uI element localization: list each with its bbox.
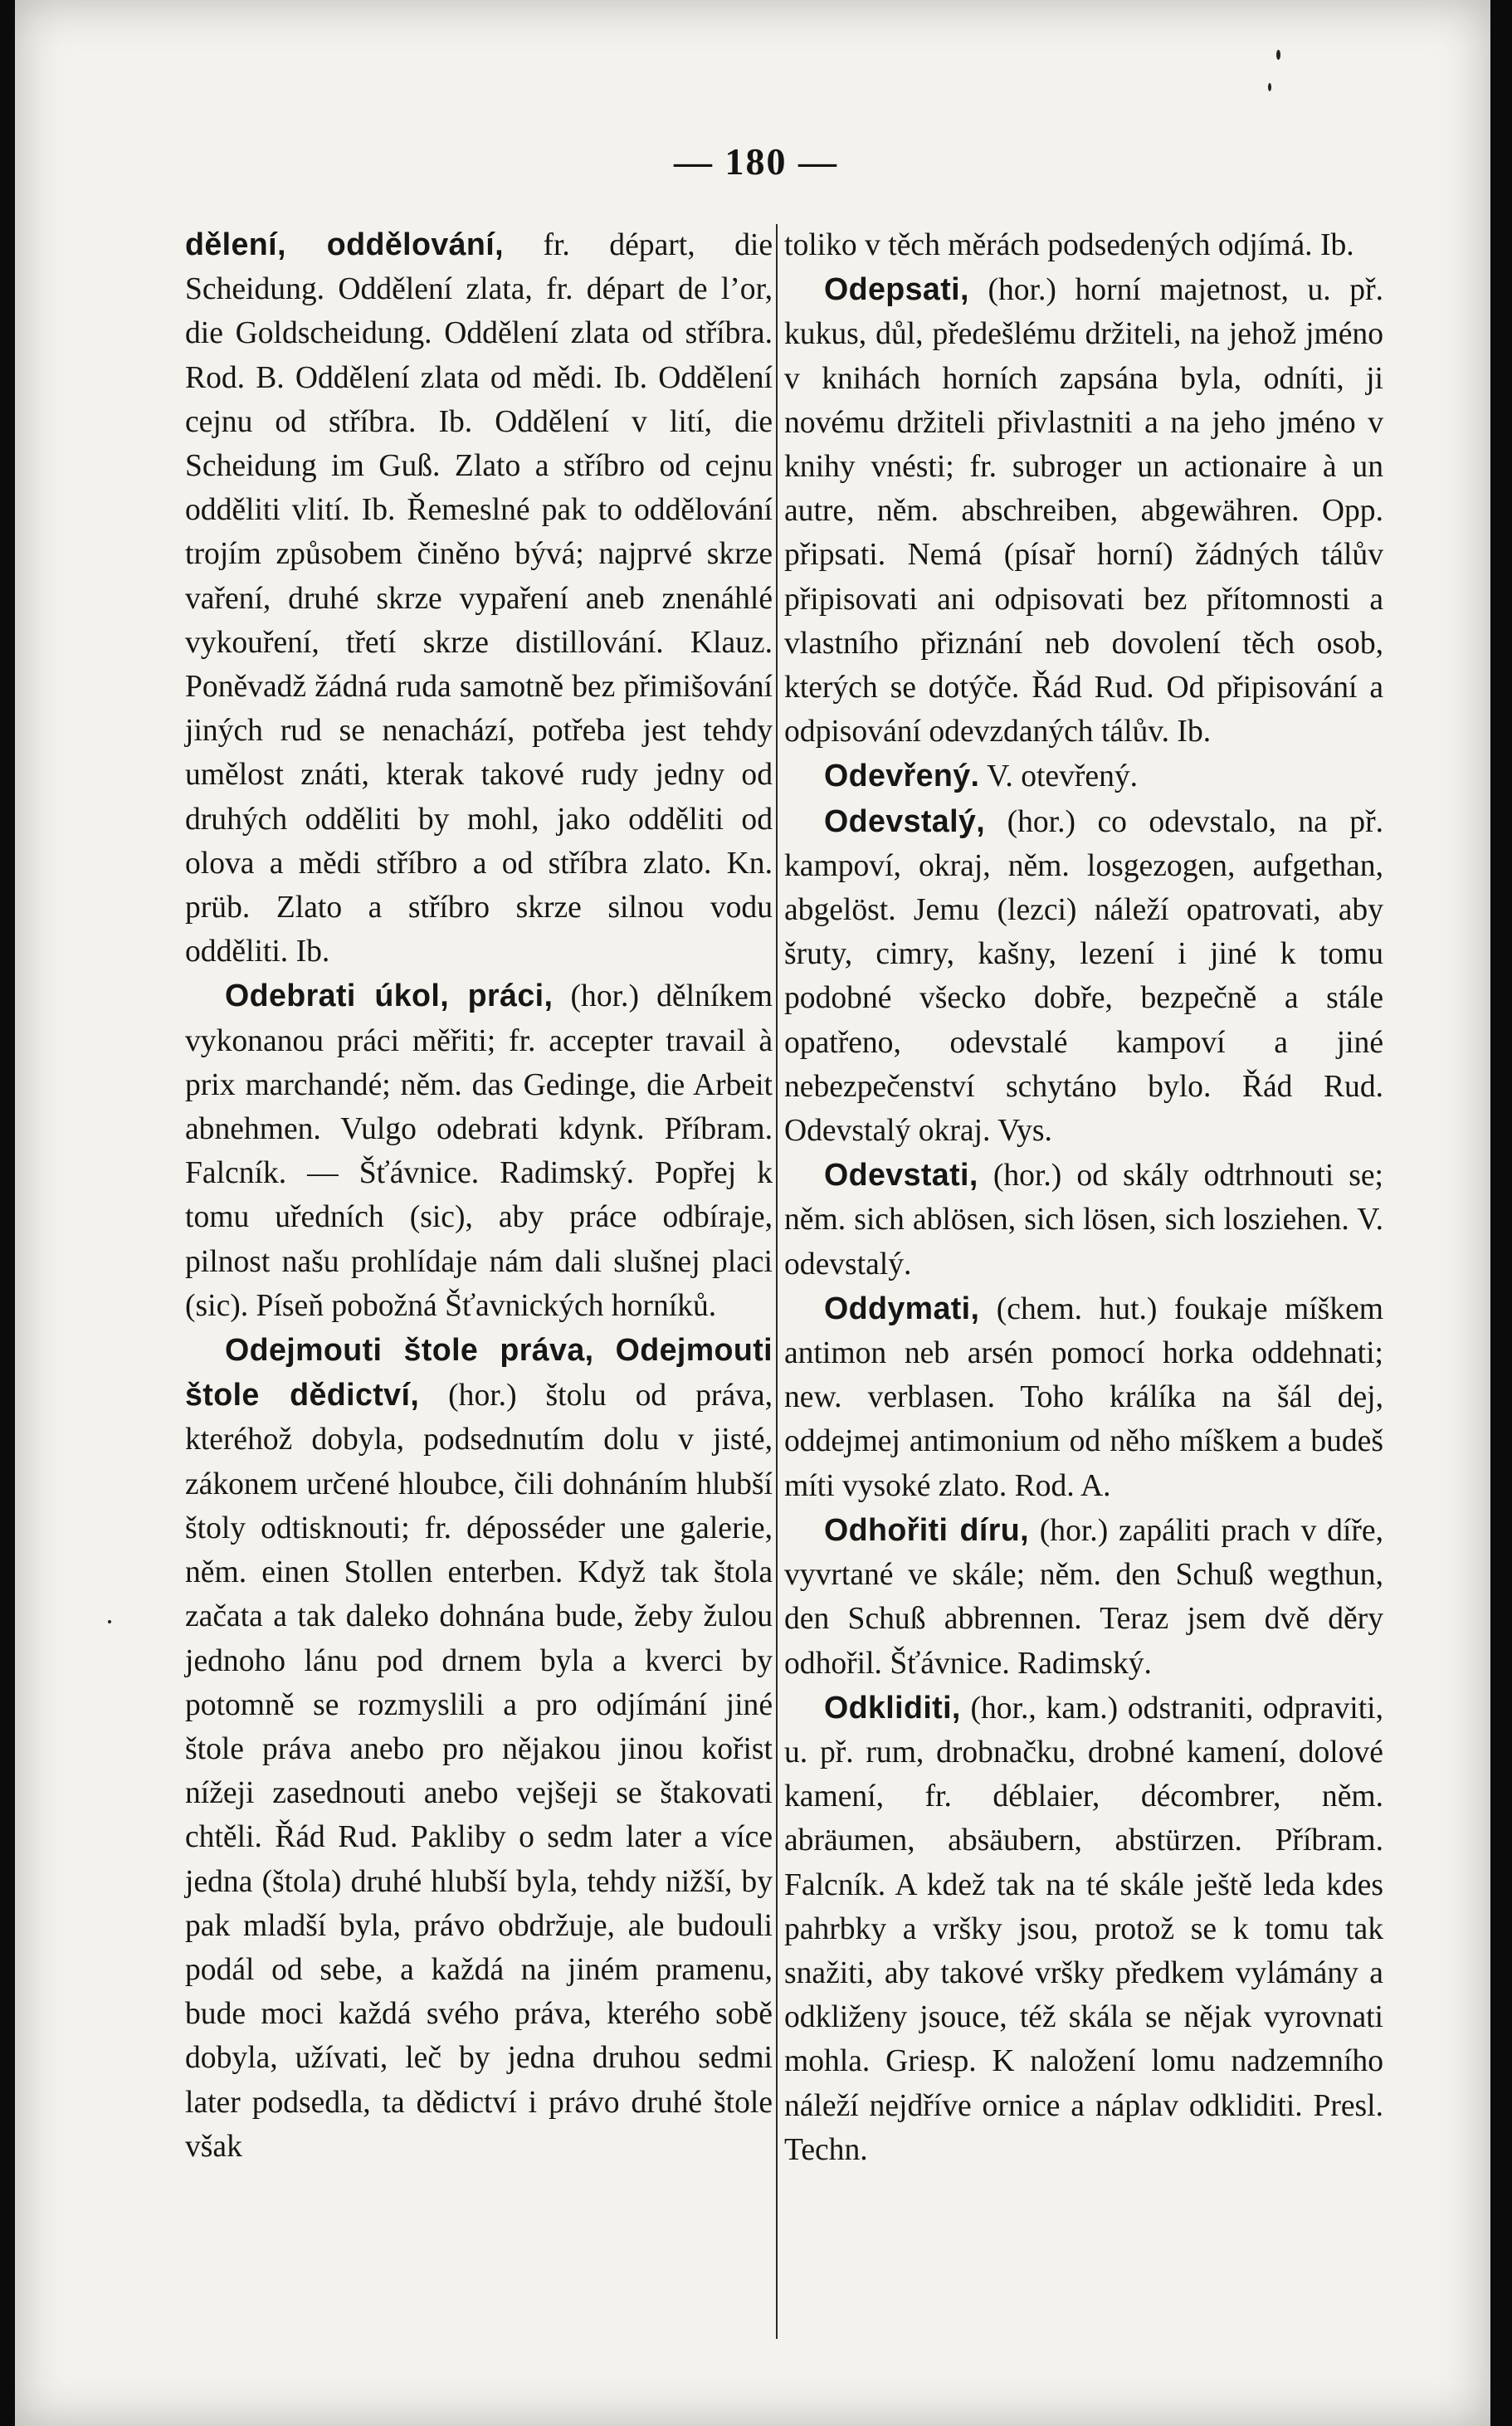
entry-text: (chem. hut.) foukaje míškem antimon neb arsén pomocí horka oddehnati; new. verblasen. Toho králíka na šál dej, oddejmej antimonium od něho míškem a budeš míti vysoké zlato. Rod. A. (784, 1291, 1383, 1503)
right-column (784, 222, 1383, 2172)
entry-headword: Odevřený. (824, 758, 980, 793)
entry-headword: Odkliditi, (824, 1689, 961, 1725)
paper-speck (1276, 50, 1280, 60)
entry-odkliditi (784, 1686, 1383, 2172)
entry-headword: Odejmouti štole práva, Odejmouti štole dědictví, (185, 1332, 773, 1413)
entry-text: (hor.) dělníkem vykonanou práci měřiti; fr. accepter travail à prix marchandé; něm. das Gedinge, die Arbeit abnehmen. Vulgo odebrati kdynk. Příbram. Falcník. — Šťávnice. Radimský. Popřej k tomu uředních (sic), aby práce odbíraje, pilnost našu prohlídaje nám dali slušnej placi (sic). Píseň pobožná Šťavnických horníků. (185, 979, 773, 1323)
entry-headword: Odevstati, (824, 1157, 978, 1193)
entry-text: (hor., kam.) odstraniti, odpraviti, u. př. rum, drobnačku, drobné kamení, dolové kamení, fr. déblaier, décombrer, něm. abräumen, absäubern, abstürzen. Příbram. Falcník. A kdež tak na té skále ještě leda kdes pahrbky a vršky jsou, protož se k tomu tak snažiti, aby takové vršky předkem vylámány a odkliženy jsouce, též skála se nějak vyrovnati mohla. Griesp. K naložení lomu nadzemního náleží nejdříve ornice a náplav odkliditi. Presl. Techn. (784, 1691, 1383, 2167)
entry-odejmouti-stole (185, 1328, 773, 2169)
entry-headword: Oddymati, (824, 1290, 980, 1325)
entry-text: (hor.) horní majetnost, u. př. kukus, důl, předešlému držiteli, na jehož jméno v knihách horních zapsána byla, odníti, ji novému držiteli přivlastniti a na jeho jméno v knihy vnésti; fr. subroger un actionaire à un autre, něm. abschreiben, abgewähren. Opp. připsati. Nemá (písař horní) žádných tálův připisovati ani odpisovati bez přítomnosti a vlastního přiznání neb dovolení těch osob, kterých se dotýče. Řád Rud. Od připisování a odpisování odevzdaných tálův. Ib. (784, 273, 1383, 749)
entry-text: (hor.) zapáliti prach v díře, vyvrtané ve skále; něm. den Schuß wegthun, den Schuß abbrennen. Teraz jsem dvě děry odhořil. Šťávnice. Radimský. (784, 1513, 1383, 1681)
entry-text: (hor.) štolu od práva, kteréhož dobyla, podsednutím dolu v jisté, zákonem určené hloubce, čili dohnáním hlubší štoly odtisknouti; fr. déposséder une galerie, něm. einen Stollen enterben. Když tak štola začata a tak daleko dohnána bude, žeby žulou jednoho lánu pod drnem byla a kverci by potomně se rozmyslili a pro odjímání jiné štole práva anebo pro nějakou jinou kořist nížeji zasednouti anebo vejšeji se štakovati chtěli. Řád Rud. Pakliby o sedm later a více jedna (štola) druhé hlubší byla, tehdy nižší, by pak mladší byla, právo obdržuje, ale budouli podál od sebe, a každá na jiném pramenu, bude moci každá svého práva, kterého sobě dobyla, užívati, leč by jedna druhou sedmi later podsedla, ta dědictví i právo druhé štole však (185, 1379, 773, 2164)
entry-odevreny (784, 754, 1383, 798)
entry-oddymati (784, 1286, 1383, 1508)
entry-deleni (185, 222, 773, 974)
entry-odebrati-ukol (185, 974, 773, 1328)
entry-text: V. otevřený. (987, 759, 1139, 794)
entry-headword: Odhořiti díru, (824, 1511, 1029, 1547)
entry-continuation (784, 222, 1383, 267)
page-number: — 180 — (674, 140, 838, 183)
paper-speck (1268, 83, 1271, 91)
entry-odevstaly (784, 799, 1383, 1154)
entry-text: toliko v těch měrách podsedených odjímá. Ib. (784, 228, 1354, 262)
column-divider (776, 224, 778, 2339)
entry-odhoriti-diru (784, 1508, 1383, 1686)
paper-speck (108, 1620, 111, 1623)
entry-text: (hor.) co odevstalo, na př. kampoví, okraj, něm. losgezogen, aufgethan, abgelöst. Jemu (lezci) náleží opatrovati, aby šruty, cimry, kašny, lezení i jiné k tomu podobné všecko dobře, bezpečně a stále opatřeno, odevstalé kampoví a jiné nebezpečenství schytáno bylo. Řád Rud. Odevstalý okraj. Vys. (784, 804, 1383, 1149)
entry-odevstati (784, 1153, 1383, 1286)
entry-headword: dělení, oddělování, (185, 227, 504, 261)
entry-headword: Odevstalý, (824, 803, 986, 838)
entry-odepsati (784, 267, 1383, 754)
entry-text: fr. départ, die Scheidung. Oddělení zlata, fr. départ de l’or, die Goldscheidung. Oddělení zlata od stříbra. Rod. B. Oddělení zlata od mědi. Ib. Oddělení cejnu od stříbra. Ib. Oddělení v lití, die Scheidung im Guß. Zlato a stříbro od cejnu odděliti vlití. Ib. Řemeslné pak to oddělování trojím způsobem činěno bývá; najprvé skrze vaření, druhé skrze vypaření aneb znenáhlé vykouření, třetí skrze distillování. Klauz. Poněvadž žádná ruda samotně bez přimišování jiných rud se nenachází, potřeba jest tehdy umělost znáti, kterak takové rudy jedny od druhých odděliti by mohl, jako odděliti od olova a mědi stříbro a od stříbra zlato. Kn. prüb. Zlato a stříbro skrze silnou vodu odděliti. Ib. (185, 228, 773, 969)
entry-headword: Odebrati úkol, práci, (225, 978, 554, 1013)
left-column (185, 222, 773, 2169)
entry-text: (hor.) od skály odtrhnouti se; něm. sich ablösen, sich lösen, sich losziehen. V. odevstalý. (784, 1159, 1383, 1281)
entry-headword: Odepsati, (824, 271, 969, 307)
